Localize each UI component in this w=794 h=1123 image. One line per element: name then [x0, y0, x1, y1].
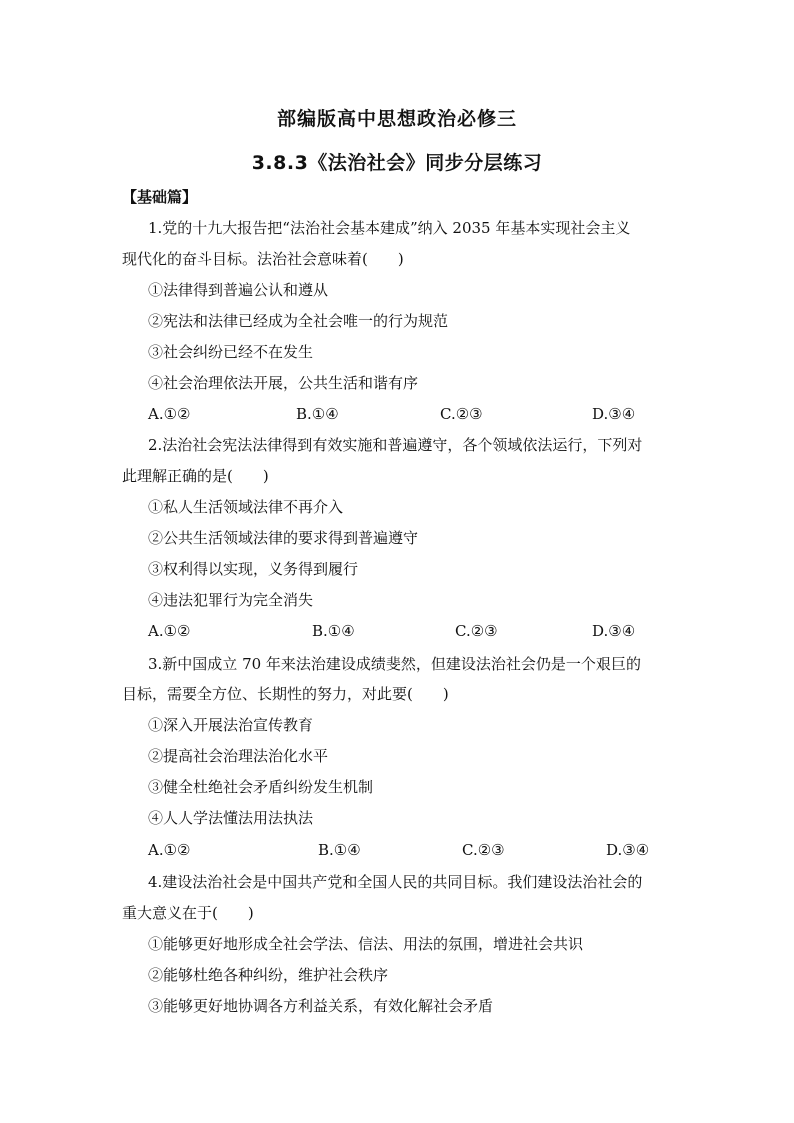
- doc-subtitle: 3.8.3《法治社会》同步分层练习: [251, 152, 543, 174]
- question-4-item-3: ③能够更好地协调各方利益关系，有效化解社会矛盾: [148, 997, 494, 1015]
- question-3-choice-d: D.③④: [606, 841, 650, 859]
- question-1-stem-line2: 现代化的奋斗目标。法治社会意味着( ): [122, 250, 404, 268]
- question-3-item-2: ②提高社会治理法治化水平: [148, 747, 329, 765]
- question-2-item-2: ②公共生活领域法律的要求得到普遍遵守: [148, 529, 419, 547]
- question-3-item-4: ④人人学法懂法用法执法: [148, 809, 314, 827]
- question-3-choice-c: C.②③: [462, 841, 505, 859]
- question-2-stem-line2: 此理解正确的是( ): [122, 467, 269, 485]
- section-heading: 【基础篇】: [122, 188, 198, 206]
- question-2-choice-a: A.①②: [148, 622, 191, 640]
- question-4-item-1: ①能够更好地形成全社会学法、信法、用法的氛围，增进社会共识: [148, 935, 584, 953]
- question-1-choice-c: C.②③: [440, 405, 483, 423]
- question-3-choice-b: B.①④: [318, 841, 361, 859]
- question-2-item-1: ①私人生活领域法律不再介入: [148, 498, 344, 516]
- question-2-choice-b: B.①④: [312, 622, 355, 640]
- question-4-item-2: ②能够杜绝各种纠纷，维护社会秩序: [148, 966, 389, 984]
- question-1-item-4: ④社会治理依法开展，公共生活和谐有序: [148, 374, 419, 392]
- question-3-item-1: ①深入开展法治宣传教育: [148, 716, 314, 734]
- question-4-stem-line2: 重大意义在于( ): [122, 904, 254, 922]
- question-1-item-3: ③社会纠纷已经不在发生: [148, 343, 314, 361]
- question-4-stem-line1: 4.建设法治社会是中国共产党和全国人民的共同目标。我们建设法治社会的: [148, 873, 643, 891]
- question-3-item-3: ③健全杜绝社会矛盾纠纷发生机制: [148, 778, 374, 796]
- question-3-choice-a: A.①②: [148, 841, 191, 859]
- question-3-stem-line1: 3.新中国成立 70 年来法治建设成绩斐然，但建设法治社会仍是一个艰巨的: [148, 655, 641, 673]
- doc-title: 部编版高中思想政治必修三: [276, 108, 517, 130]
- question-2-choice-c: C.②③: [455, 622, 498, 640]
- question-1-item-1: ①法律得到普遍公认和遵从: [148, 281, 329, 299]
- question-2-choice-d: D.③④: [592, 622, 636, 640]
- question-1-choice-d: D.③④: [592, 405, 636, 423]
- question-1-item-2: ②宪法和法律已经成为全社会唯一的行为规范: [148, 312, 449, 330]
- question-2-item-3: ③权利得以实现，义务得到履行: [148, 560, 359, 578]
- question-2-item-4: ④违法犯罪行为完全消失: [148, 591, 314, 609]
- question-1-choice-a: A.①②: [148, 405, 191, 423]
- question-3-stem-line2: 目标，需要全方位、长期性的努力，对此要( ): [122, 685, 449, 703]
- question-1-stem-line1: 1.党的十九大报告把“法治社会基本建成”纳入 2035 年基本实现社会主义: [148, 219, 631, 237]
- question-1-choice-b: B.①④: [296, 405, 339, 423]
- question-2-stem-line1: 2.法治社会宪法法律得到有效实施和普遍遵守，各个领域依法运行，下列对: [148, 436, 643, 454]
